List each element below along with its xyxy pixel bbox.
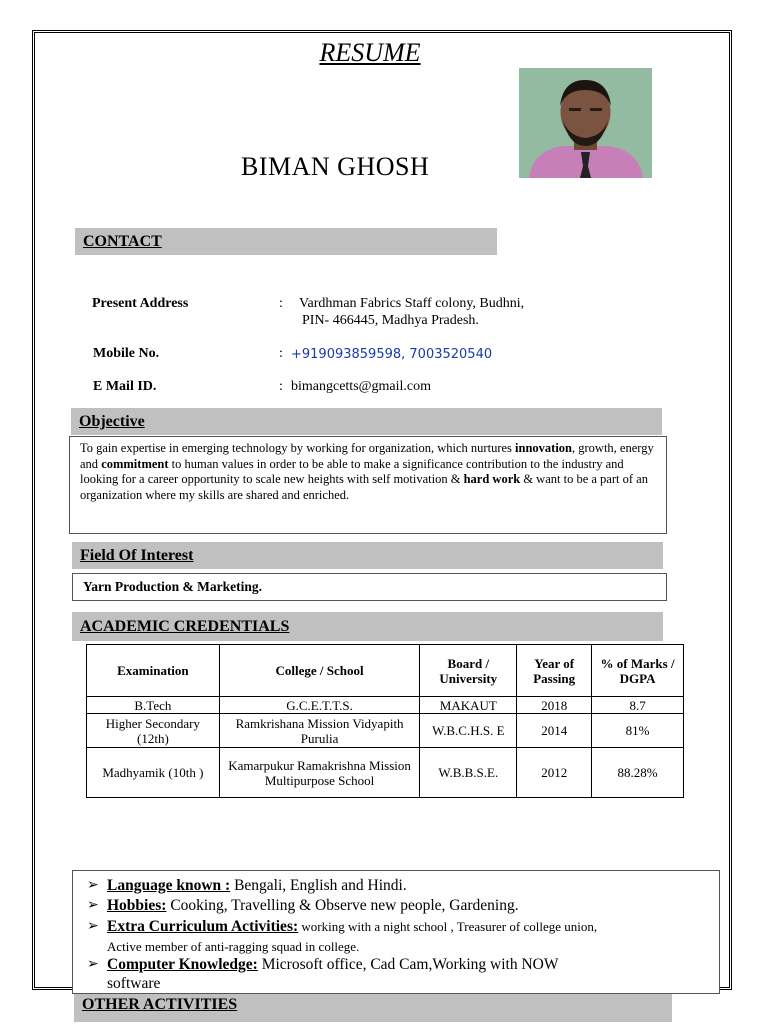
field-of-interest-box	[72, 573, 667, 601]
table-cell: Madhyamik (10th )	[87, 748, 220, 798]
objective-box	[69, 436, 667, 534]
email-label: E Mail ID.	[93, 379, 157, 394]
document-title: RESUME	[319, 38, 421, 67]
computer-knowledge-item: ➢ Computer Knowledge: Microsoft office, Cad Cam,Working with NOW	[87, 956, 559, 973]
table-row	[87, 748, 684, 798]
table-cell: W.B.C.H.S. E	[420, 714, 517, 748]
objective-text: To gain expertise in emerging technology by working for organization, which nurtures innovation, growth, energy and commitment to human values in order to be able to make a significance contribution to the industry and looking for a career opportunity to scale new heights with self motivation & hard work & want to be a part of an organization where my skills are shared and enriched.	[80, 441, 654, 502]
arrow-bullet-icon: ➢	[87, 957, 99, 972]
header-college: College / School	[219, 645, 420, 697]
mobile-colon: :	[279, 346, 283, 361]
academic-table	[86, 644, 684, 798]
header-marks: % of Marks / DGPA	[592, 645, 684, 697]
academic-section-header: ACADEMIC CREDENTIALS	[72, 612, 663, 641]
table-cell: Kamarpukur Ramakrishna Mission Multipurpose School	[219, 748, 420, 798]
header-year: Year of Passing	[517, 645, 592, 697]
extra-curriculum-item: ➢ Extra Curriculum Activities: working with a night school , Treasurer of college union,	[87, 918, 598, 935]
table-cell: Higher Secondary (12th)	[87, 714, 220, 748]
person-photo-icon	[519, 68, 652, 178]
header-board: Board / University	[420, 645, 517, 697]
address-line-2: PIN- 466445, Madhya Pradesh.	[302, 313, 479, 328]
other-activities-section-header: OTHER ACTIVITIES	[74, 994, 672, 1022]
table-cell: 81%	[592, 714, 684, 748]
table-row	[87, 714, 684, 748]
hobbies-item: ➢ Hobbies: Cooking, Travelling & Observe new people, Gardening.	[87, 897, 519, 914]
table-cell: 8.7	[592, 697, 684, 714]
table-cell: 2018	[517, 697, 592, 714]
table-cell: 2014	[517, 714, 592, 748]
header-examination: Examination	[87, 645, 220, 697]
arrow-bullet-icon: ➢	[87, 919, 99, 934]
field-of-interest-section-header: Field Of Interest	[72, 542, 663, 569]
table-header-row	[87, 645, 684, 697]
table-row	[87, 697, 684, 714]
objective-section-header: Objective	[71, 408, 662, 435]
table-cell: 2012	[517, 748, 592, 798]
email-colon: :	[279, 379, 283, 394]
table-cell: W.B.B.S.E.	[420, 748, 517, 798]
arrow-bullet-icon: ➢	[87, 878, 99, 893]
arrow-bullet-icon: ➢	[87, 898, 99, 913]
field-of-interest-value: Yarn Production & Marketing.	[83, 579, 262, 594]
candidate-name: BIMAN GHOSH	[241, 152, 430, 181]
table-cell: 88.28%	[592, 748, 684, 798]
extra-curriculum-continued: Active member of anti-ragging squad in college.	[107, 939, 360, 954]
address-label: Present Address	[92, 296, 189, 311]
table-cell: Ramkrishana Mission Vidyapith Purulia	[219, 714, 420, 748]
table-cell: B.Tech	[87, 697, 220, 714]
contact-section-header: CONTACT	[75, 228, 497, 255]
profile-photo	[519, 68, 652, 178]
address-colon: :	[279, 296, 283, 311]
extras-box	[72, 870, 720, 994]
email-value[interactable]: bimangcetts@gmail.com	[291, 379, 432, 394]
mobile-label: Mobile No.	[93, 346, 160, 361]
language-item: ➢ Language known : Bengali, English and Hindi.	[87, 877, 407, 894]
address-line-1: Vardhman Fabrics Staff colony, Budhni,	[299, 296, 525, 311]
table-cell: G.C.E.T.T.S.	[219, 697, 420, 714]
computer-knowledge-continued: software	[107, 975, 161, 992]
table-cell: MAKAUT	[420, 697, 517, 714]
mobile-value[interactable]: +919093859598, 7003520540	[291, 347, 493, 362]
